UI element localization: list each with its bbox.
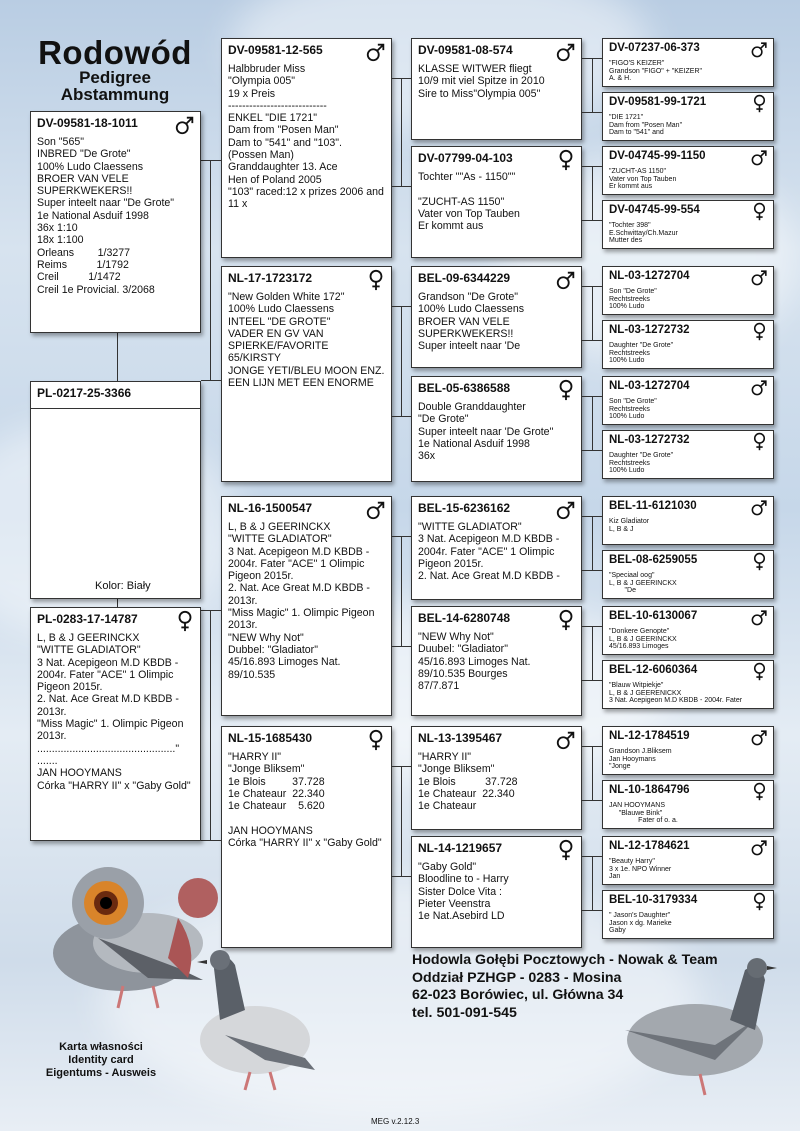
bird-description: "ZUCHT-AS 1150" Vater von Top Tauben Er kommt aus [609, 168, 677, 191]
male-symbol-icon [365, 41, 387, 63]
bird-description: "Tochter 398" E.Schwittay/Ch.Mazur Mutter des [609, 222, 678, 245]
identity-card-label [36, 1041, 166, 1080]
male-symbol-icon [750, 498, 769, 517]
ring-number: BEL-08-6259055 [609, 554, 698, 566]
bird-description: Double Granddaughter "De Grote" Super inteelt naar 'De Grote" 1e National Asduif 1998 36x [418, 401, 554, 463]
bird-description: "HARRY II" "Jonge Bliksem" 1e Blois 37.728 1e Chateaur 22.340 1e Chateaur 5.620 JAN HOOYMANS Córka "HARRY II" x "Gaby Gold" [228, 751, 382, 850]
connector-line [582, 800, 602, 801]
female-symbol-icon [750, 662, 769, 681]
connector-line [582, 220, 602, 221]
ring-number: BEL-09-6344229 [418, 271, 511, 285]
bird-card[interactable] [221, 266, 392, 482]
ring-number: PL-0283-17-14787 [37, 612, 138, 626]
female-symbol-icon [750, 892, 769, 911]
connector-line [401, 78, 402, 186]
bird-description: " Jason's Daughter" Jason x dg. Marieke Gaby [609, 912, 672, 935]
bird-card[interactable] [411, 496, 582, 600]
connector-line [392, 646, 411, 647]
female-symbol-icon [555, 609, 577, 631]
connector-line [201, 160, 221, 161]
female-symbol-icon [750, 782, 769, 801]
male-symbol-icon [365, 499, 387, 521]
ring-number: NL-12-1784519 [609, 730, 690, 742]
male-symbol-icon [555, 41, 577, 63]
bird-card[interactable] [602, 606, 774, 655]
bird-card[interactable] [602, 376, 774, 425]
bird-description: JAN HOOYMANS "Blauwe Bink" Fater of o. a. [609, 802, 678, 825]
bird-card[interactable] [411, 726, 582, 830]
ring-number: BEL-14-6280748 [418, 611, 511, 625]
ring-number: DV-04745-99-554 [609, 204, 700, 216]
female-symbol-icon [555, 379, 577, 401]
female-symbol-icon [750, 94, 769, 113]
connector-line [592, 58, 593, 112]
female-symbol-icon [750, 322, 769, 341]
ring-number: BEL-12-6060364 [609, 664, 698, 676]
ring-number: DV-09581-12-565 [228, 43, 323, 57]
ring-number: NL-03-1272704 [609, 270, 690, 282]
color-label: Kolor: Biały [95, 580, 151, 592]
connector-line [592, 626, 593, 680]
bird-description: Son "565" INBRED "De Grote" 100% Ludo Claessens BROER VAN VELE SUPERKWEKERS!! Super inteelt naar "De Grote" 1e National Asduif 1998 36x 1:10 18x 1:100 Orleans 1/3277 Reims 1/1792 Creil 1/1472 Creil 1e Provicial. 3/2068 [37, 136, 175, 296]
ring-number: NL-16-1500547 [228, 501, 313, 515]
bird-description: Tochter ""As - 1150"" "ZUCHT-AS 1150" Vater von Top Tauben Er kommt aus [418, 171, 520, 233]
bird-card[interactable] [411, 146, 582, 258]
ring-number: DV-07799-04-103 [418, 151, 513, 165]
ring-number: DV-09581-99-1721 [609, 96, 707, 108]
bird-card[interactable] [411, 38, 582, 140]
ring-number: BEL-05-6386588 [418, 381, 511, 395]
female-symbol-icon [750, 202, 769, 221]
bird-card[interactable] [602, 496, 774, 545]
connector-line [582, 680, 602, 681]
male-symbol-icon [750, 148, 769, 167]
page-title: Rodowód [38, 34, 192, 71]
bird-card[interactable] [221, 726, 392, 948]
pigeon-image [185, 940, 325, 1100]
card-line-de: Eigentums - Ausweis [45, 1067, 157, 1079]
bird-card[interactable] [602, 92, 774, 141]
ring-number: BEL-10-3179334 [609, 894, 698, 906]
version-label: MEG v.2.12.3 [371, 1117, 420, 1126]
ring-number: NL-17-1723172 [228, 271, 313, 285]
bird-description: "NEW Why Not" Duubel: "Gladiator" 45/16.893 Limoges Nat. 89/10.535 Bourges 87/7.871 [418, 631, 531, 693]
connector-line [592, 166, 593, 220]
connector-line [582, 910, 602, 911]
mother-bird-card[interactable] [30, 607, 201, 841]
connector-line [401, 306, 402, 416]
bird-description: Grandson J.Bliksem Jan Hooymans "Jonge [609, 748, 672, 771]
bird-description: Son "De Grote" Rechtstreeks 100% Ludo [609, 288, 657, 311]
connector-line [401, 766, 402, 876]
bird-description: "Gaby Gold" Bloodline to - Harry Sister Dolce Vita : Pieter Veenstra 1e Nat.Asebird LD [418, 861, 509, 923]
female-symbol-icon [555, 149, 577, 171]
bird-card[interactable] [221, 38, 392, 258]
bird-description: Daughter "De Grote" Rechtstreeks 100% Ludo [609, 452, 674, 475]
bird-card[interactable] [602, 38, 774, 87]
male-symbol-icon [750, 40, 769, 59]
connector-line [401, 536, 402, 646]
ring-number: NL-03-1272732 [609, 324, 690, 336]
bird-description: L, B & J GEERINCKX "WITTE GLADIATOR" 3 Nat. Acepigeon M.D KBDB - 2004r. Fater "ACE" 1 Olimpic Pigeon 2015r. 2. Nat. Ace Great M.D KBDB - 2013r. "Miss Magic" 1. Olimpic Pigeon 2013r. ..............................................." ....... JAN HOOYMANS Córka "HARRY II" x "Gaby Gold" [37, 632, 191, 792]
ring-number: DV-07237-06-373 [609, 42, 700, 54]
connector-line [210, 610, 211, 841]
connector-line [392, 876, 411, 877]
connector-line [201, 380, 221, 381]
bird-card[interactable] [602, 836, 774, 885]
connector-line [592, 856, 593, 910]
bird-description: L, B & J GEERINCKX "WITTE GLADIATOR" 3 Nat. Acepigeon M.D KBDB - 2004r. Fater "ACE" 1 Olimpic Pigeon 2015r. 2. Nat. Ace Great M.D KBDB - 2013r. "Miss Magic" 1. Olimpic Pigeon 2013r. "NEW Why Not" Dubbel: "Gladiator" 45/16.893 Limoges Nat. 89/10.535 [228, 521, 375, 681]
connector-line [392, 186, 411, 187]
breeder-info: Hodowla Gołębi Pocztowych - Nowak & Team Oddział PZHGP - 0283 - Mosina 62-023 Borówiec, ul. Główna 34 tel. 501-091-545 [412, 952, 718, 1021]
bird-description: "Speciaal oog" L, B & J GEERINCKX "De [609, 572, 677, 595]
bird-description: "Donkere Genopte" L, B & J GEERINCKX 45/16.893 Limoges [609, 628, 677, 651]
ring-number: DV-09581-08-574 [418, 43, 513, 57]
ring-number: BEL-11-6121030 [609, 500, 697, 512]
connector-line [582, 340, 602, 341]
connector-line [582, 112, 602, 113]
owned-bird-card[interactable] [30, 381, 201, 599]
bird-description: Kiz Gladiator L, B & J [609, 518, 650, 533]
ring-number: NL-10-1864796 [609, 784, 690, 796]
male-symbol-icon [555, 729, 577, 751]
page-subtitle-en: Pedigree [79, 68, 151, 87]
male-symbol-icon [750, 728, 769, 747]
connector-line [592, 286, 593, 340]
bird-description: Grandson "De Grote" 100% Ludo Claessens BROER VAN VELE SUPERKWEKERS!! Super inteelt naar 'De [418, 291, 525, 353]
bird-card[interactable] [602, 146, 774, 195]
male-symbol-icon [750, 268, 769, 287]
bird-card[interactable] [411, 266, 582, 368]
connector-line [201, 840, 221, 841]
bird-description: "WITTE GLADIATOR" 3 Nat. Acepigeon M.D KBDB - 2004r. Fater "ACE" 1 Olimpic Pigeon 2015r. 2. Nat. Ace Great M.D KBDB - [418, 521, 560, 583]
bird-card[interactable] [221, 496, 392, 716]
female-symbol-icon [555, 839, 577, 861]
bird-card[interactable] [602, 320, 774, 369]
female-symbol-icon [365, 729, 387, 751]
ring-number: PL-0217-25-3366 [31, 382, 200, 409]
bird-card[interactable] [602, 660, 774, 709]
female-symbol-icon [750, 552, 769, 571]
card-line-pl: Karta własności [59, 1041, 143, 1053]
bird-card[interactable] [602, 890, 774, 939]
bird-description: KLASSE WITWER fliegt 10/9 mit viel Spitze in 2010 Sire to Miss"Olympia 005" [418, 63, 545, 100]
male-symbol-icon [750, 838, 769, 857]
bird-card[interactable] [602, 550, 774, 599]
female-symbol-icon [365, 269, 387, 291]
ring-number: NL-03-1272732 [609, 434, 690, 446]
connector-line [392, 416, 411, 417]
ring-number: NL-15-1685430 [228, 731, 313, 745]
bird-description: "DIE 1721" Dam from "Posen Man" Dam to "541" and [609, 114, 683, 137]
connector-line [210, 160, 211, 381]
bird-description: "FIGO'S KEIZER" Grandson "FIGO" + "KEIZER" A. & H. [609, 60, 702, 83]
connector-line [592, 746, 593, 800]
ring-number: NL-13-1395467 [418, 731, 503, 745]
connector-line [117, 333, 118, 381]
ring-number: NL-03-1272704 [609, 380, 690, 392]
bird-description: Daughter "De Grote" Rechtstreeks 100% Ludo [609, 342, 674, 365]
bird-description: "Beauty Harry" 3 x 1e. NPO Winner Jan [609, 858, 672, 881]
bird-card[interactable] [602, 200, 774, 249]
main-bird-card[interactable] [30, 111, 201, 333]
connector-line [582, 570, 602, 571]
male-symbol-icon [750, 378, 769, 397]
bird-description: Halbbruder Miss "Olympia 005" 19 x Preis ---------------------------- ENKEL "DIE 1721" Dam from "Posen Man" Dam to "541" and "103". (Possen Man) Granddaughter 13. Ace Hen of Poland 2005 "103" raced:12 x prizes 2006 and 11 x [228, 63, 384, 211]
bird-card[interactable] [602, 726, 774, 775]
ring-number: BEL-15-6236162 [418, 501, 511, 515]
card-line-en: Identity card [68, 1054, 134, 1066]
male-symbol-icon [750, 608, 769, 627]
bird-card[interactable] [411, 836, 582, 948]
ring-number: BEL-10-6130067 [609, 610, 698, 622]
bird-card[interactable] [602, 780, 774, 829]
bird-description: Son "De Grote" Rechtstreeks 100% Ludo [609, 398, 657, 421]
connector-line [201, 610, 221, 611]
ring-number: DV-09581-18-1011 [37, 116, 138, 130]
male-symbol-icon [555, 269, 577, 291]
connector-line [592, 516, 593, 570]
ring-number: NL-12-1784621 [609, 840, 690, 852]
bird-card[interactable] [602, 430, 774, 479]
bird-description: "Blauw Witpiekje" L, B & J GEERENICKX 3 Nat. Acepigeon M.D KBDB - 2004r. Fater [609, 682, 743, 705]
male-symbol-icon [174, 114, 196, 136]
connector-line [592, 396, 593, 450]
bird-card[interactable] [411, 376, 582, 482]
bird-description: "HARRY II" "Jonge Bliksem" 1e Blois 37.728 1e Chateaur 22.340 1e Chateaur [418, 751, 518, 813]
male-symbol-icon [555, 499, 577, 521]
ring-number: NL-14-1219657 [418, 841, 503, 855]
connector-line [582, 450, 602, 451]
bird-description: "New Golden White 172" 100% Ludo Claessens INTEEL "DE GROTE" VADER EN GV VAN SPIERKE/FAVORITE 65/KIRSTY JONGE YETI/BLEU MOON ENZ. EEN LIJN MET EEN ENORME [228, 291, 385, 390]
bird-card[interactable] [602, 266, 774, 315]
ring-number: DV-04745-99-1150 [609, 150, 706, 162]
female-symbol-icon [174, 610, 196, 632]
bird-card[interactable] [411, 606, 582, 716]
page-subtitle-de: Abstammung [60, 85, 170, 104]
female-symbol-icon [750, 432, 769, 451]
